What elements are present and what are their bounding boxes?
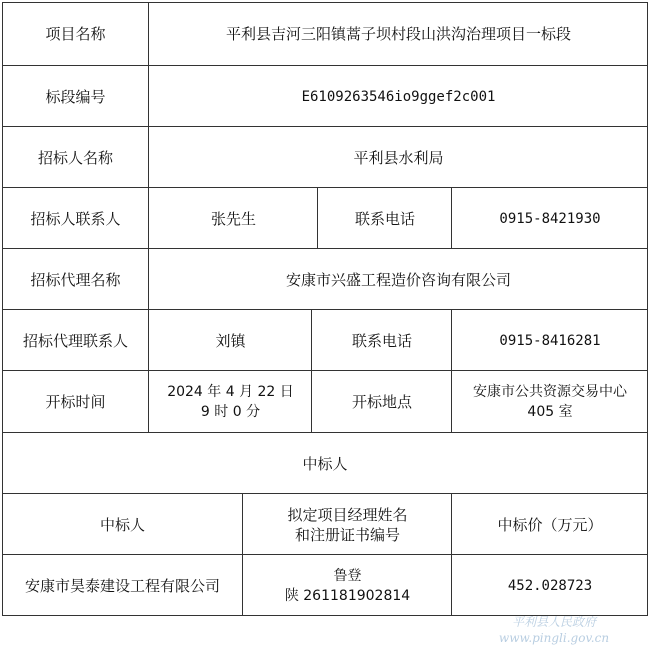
winner-company-value: 安康市昊泰建设工程有限公司 xyxy=(24,576,220,595)
price-column-header: 中标价（万元） xyxy=(497,515,603,534)
tenderer-phone-label: 联系电话 xyxy=(354,209,415,228)
site-watermark: 平利县人民政府 www.pingli.gov.cn xyxy=(498,615,610,645)
agent-name-value: 安康市兴盛工程造价咨询有限公司 xyxy=(285,270,511,289)
opening-place-value: 安康市公共资源交易中心 405 室 xyxy=(473,384,627,420)
agent-name-label: 招标代理名称 xyxy=(30,270,121,289)
opening-place-label: 开标地点 xyxy=(351,393,412,411)
section-number-value: E6109263546io9ggef2c001 xyxy=(301,88,496,105)
manager-column-header: 拟定项目经理姓名 和注册证书编号 xyxy=(287,505,408,544)
project-name-value: 平利县吉河三阳镇蒿子坝村段山洪沟治理项目一标段 xyxy=(225,25,571,43)
bid-result-table xyxy=(2,2,648,616)
manager-value: 鲁登 陕 261181902814 xyxy=(284,567,411,604)
opening-time-value: 2024 年 4 月 22 日 9 时 0 分 xyxy=(167,384,294,420)
winner-column-header: 中标人 xyxy=(99,515,145,534)
agent-contact-value: 刘镇 xyxy=(215,331,246,350)
agent-phone-label: 联系电话 xyxy=(351,331,412,350)
tenderer-contact-value: 张先生 xyxy=(210,209,256,228)
tenderer-contact-label: 招标人联系人 xyxy=(30,209,121,228)
price-value: 452.028723 xyxy=(507,577,593,594)
tenderer-name-value: 平利县水利局 xyxy=(353,148,444,167)
project-name-label: 项目名称 xyxy=(45,25,106,43)
winner-section-title: 中标人 xyxy=(302,454,348,473)
tenderer-name-label: 招标人名称 xyxy=(37,148,113,167)
opening-time-label: 开标时间 xyxy=(45,393,106,411)
agent-contact-label: 招标代理联系人 xyxy=(22,331,128,350)
tenderer-phone-value: 0915-8421930 xyxy=(499,210,601,227)
agent-phone-value: 0915-8416281 xyxy=(499,332,601,349)
section-number-label: 标段编号 xyxy=(45,87,106,106)
